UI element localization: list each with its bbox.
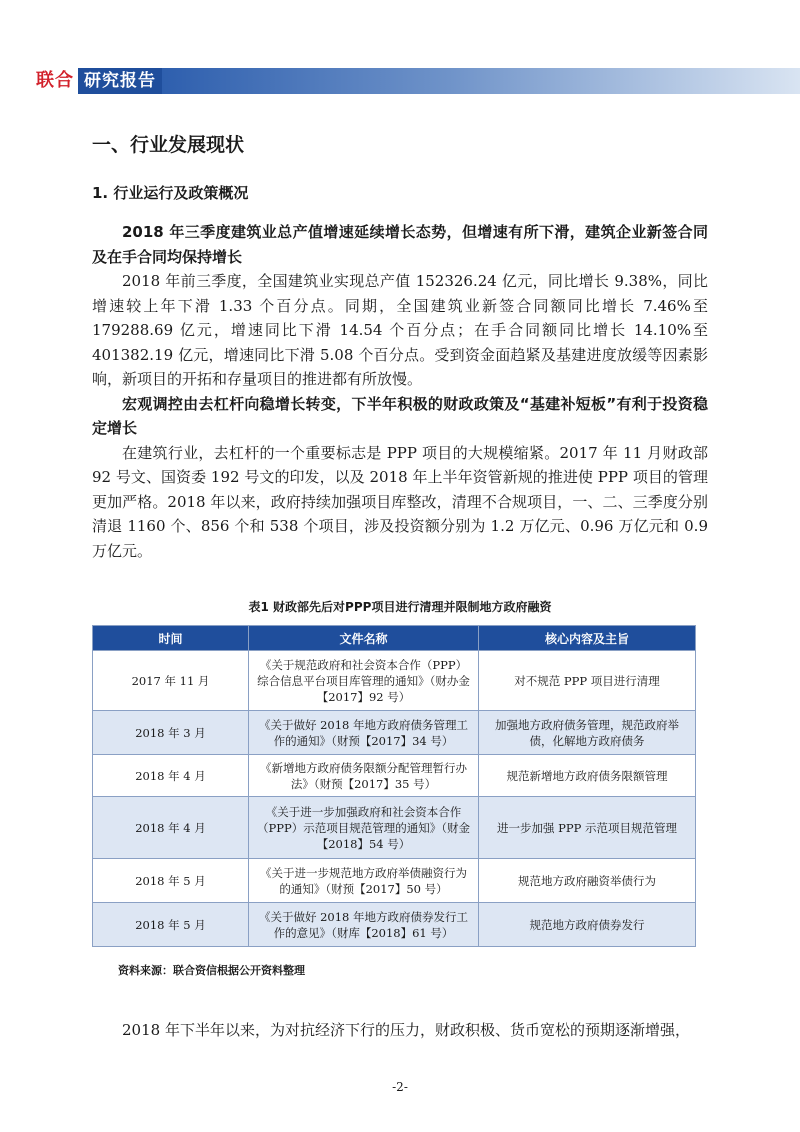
tail-paragraph: 2018 年下半年以来，为对抗经济下行的压力，财政积极、货币宽松的预期逐渐增强， [122, 1021, 690, 1039]
paragraph-1-heading: 2018 年三季度建筑业总产值增速延续增长态势，但增速有所下滑，建筑企业新签合同及在手合同均保持增长 [92, 223, 708, 266]
table-header-row [93, 626, 696, 651]
cell-time: 2018 年 3 月 [93, 711, 249, 755]
header-gradient-bar [162, 68, 800, 94]
cell-content: 加强地方政府债务管理，规范政府举债，化解地方政府债务 [479, 711, 696, 755]
table-row [93, 903, 696, 947]
table-row [93, 711, 696, 755]
cell-document: 《关于做好 2018 年地方政府债务管理工作的通知》（财预【2017】34 号） [249, 711, 479, 755]
table-row [93, 651, 696, 711]
brand-red-text: 联合 [36, 70, 74, 91]
cell-time: 2018 年 4 月 [93, 755, 249, 797]
cell-time: 2018 年 5 月 [93, 859, 249, 903]
cell-document: 《新增地方政府债务限额分配管理暂行办法》（财预【2017】35 号） [249, 755, 479, 797]
section-title: 一、行业发展现状 [92, 134, 245, 156]
subsection-title: 1. 行业运行及政策概况 [92, 184, 249, 202]
cell-content: 对不规范 PPP 项目进行清理 [479, 651, 696, 711]
cell-document: 《关于做好 2018 年地方政府债券发行工作的意见》（财库【2018】61 号） [249, 903, 479, 947]
cell-time: 2017 年 11 月 [93, 651, 249, 711]
cell-document: 《关于规范政府和社会资本合作（PPP）综合信息平台项目库管理的通知》（财办金【2017】92 号） [249, 651, 479, 711]
cell-content: 规范地方政府债券发行 [479, 903, 696, 947]
cell-content: 进一步加强 PPP 示范项目规范管理 [479, 797, 696, 859]
table-row [93, 797, 696, 859]
cell-content: 规范新增地方政府债务限额管理 [479, 755, 696, 797]
brand-blue-text: 研究报告 [78, 68, 162, 94]
paragraph-2: 在建筑行业，去杠杆的一个重要标志是 PPP 项目的大规模缩紧。2017 年 11 月财政部 92 号文、国资委 192 号文的印发，以及 2018 年上半年资管新规的推进使 PPP 项目的管理更加严格。2018 年以来，政府持续加强项目库整改，清理不合规项目，一、二、三季度分别清退 1160 个、856 个和 538 个项目，涉及投资额分别为 1.2 万亿元、0.96 万亿元和 0.9 万亿元。 [92, 443, 708, 560]
cell-time: 2018 年 5 月 [93, 903, 249, 947]
table-row [93, 755, 696, 797]
table-row [93, 859, 696, 903]
cell-content: 规范地方政府融资举债行为 [479, 859, 696, 903]
tail-text [92, 1018, 708, 1042]
cell-document: 《关于进一步加强政府和社会资本合作（PPP）示范项目规范管理的通知》（财金【2018】54 号） [249, 797, 479, 859]
header-document: 文件名称 [249, 626, 479, 651]
cell-document: 《关于进一步规范地方政府举债融资行为的通知》（财预【2017】50 号） [249, 859, 479, 903]
header-core-content: 核心内容及主旨 [479, 626, 696, 651]
header-time: 时间 [93, 626, 249, 651]
page-number: -2- [392, 1080, 408, 1094]
table-caption: 表1 财政部先后对PPP项目进行清理并限制地方政府融资 [248, 600, 552, 614]
cell-time: 2018 年 4 月 [93, 797, 249, 859]
policy-table [92, 625, 696, 947]
paragraph-2-heading: 宏观调控由去杠杆向稳增长转变，下半年积极的财政政策及“基建补短板”有利于投资稳定增长 [92, 394, 708, 437]
paragraph-1: 2018 年前三季度，全国建筑业实现总产值 152326.24 亿元，同比增长 9.38%，同比增速较上年下滑 1.33 个百分点。同期，全国建筑业新签合同额同比增长 7.46%至179288.69 亿元，增速同比下滑 14.54 个百分点；在手合同额同比增长 14.10%至 401382.19 亿元，增速同比下滑 5.08 个百分点。受到资金面趋紧及基建进度放缓等因素影响，新项目的开拓和存量项目的推进都有所放慢。 [92, 272, 708, 388]
report-header [36, 68, 800, 94]
body-text [92, 220, 708, 563]
table-source: 资料来源：联合资信根据公开资料整理 [118, 964, 305, 977]
